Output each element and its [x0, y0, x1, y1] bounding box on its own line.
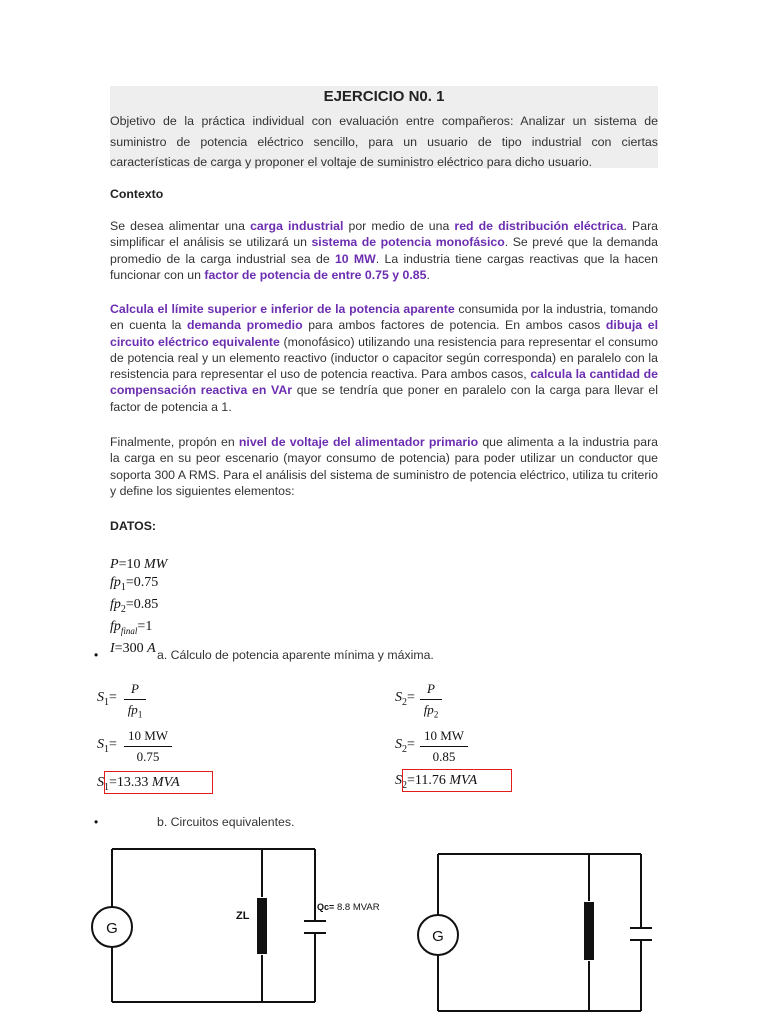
datos-line-fp1: $fp_1=0.75$ [110, 574, 159, 593]
exercise-title: EJERCICIO N0. 1 [323, 88, 445, 105]
datos-heading: DATOS: [110, 519, 156, 533]
datos-line-i: I=300 A [110, 641, 156, 657]
s2-symbol-2: $S_2=$ [395, 737, 415, 755]
context-heading: Contexto [110, 187, 164, 201]
section-a-label: a. Cálculo de potencia aparente mínima y máxima. [157, 648, 434, 662]
section-b-label: b. Circuitos equivalentes. [157, 815, 295, 829]
datos-list [110, 556, 167, 658]
s1-fraction-2: 10 MW 0.75 [124, 728, 172, 765]
bullet-a: • [94, 648, 99, 662]
context-paragraph-2: Calcula el límite superior e inferior de la potencia aparente consumida por la industria, tomando en cuenta la demanda promedio para ambos factores de potencia. En ambos casos dibuja el circuito eléctrico equivalente (monofásico) utilizando una resistencia para representar el consumo de potencia real y un elemento reactivo (inductor o capacitor según corresponda) en paralelo con la resistencia para representar el uso de potencia reactiva. Para ambos casos, calcula la cantidad de compensación reactiva en VAr que se tendría que poner en paralelo con la carga para llevar el factor de potencia a 1. [110, 302, 658, 414]
s2-result: $S_2=11.76$ MVA [395, 773, 478, 791]
generator-label: G [106, 920, 118, 937]
cap-value: 8.8 MVAR [337, 902, 380, 913]
datos-line-fpfinal: $fp_{final}=1$ [110, 619, 153, 636]
s2-fraction-2: 10 MW 0.85 [420, 728, 468, 765]
s1-fraction-1: P $fp_1$ [124, 681, 146, 720]
cap-label: Qc= [317, 902, 335, 912]
datos-line-p: P=10 MW [110, 557, 168, 572]
equivalent-circuit-1 [80, 840, 410, 1010]
datos-line-fp2: $fp_2=0.85$ [110, 596, 159, 615]
generator-2-label: G [432, 928, 444, 945]
s1-symbol-2: $S_1=$ [97, 737, 117, 755]
bullet-b: • [94, 815, 99, 829]
s1-symbol-1: $S_1=$ [97, 690, 117, 708]
load-impedance-icon [257, 898, 267, 954]
s1-result-highlight [104, 771, 213, 794]
context-paragraph-1: Se desea alimentar una carga industrial por medio de una red de distribución eléctrica. Para simplificar el análisis se utilizará un sistema de potencia monofásico. Se prevé que la demanda promedio de la carga industrial sea de 10 MW. La industria tiene cargas reactivas que la hacen funcionar con un factor de potencia de entre 0.75 y 0.85. [110, 219, 659, 282]
s2-result-highlight [402, 769, 512, 792]
equivalent-circuit-2 [405, 845, 665, 1015]
load2-impedance-icon [584, 902, 594, 960]
s2-symbol-1: $S_2=$ [395, 690, 415, 708]
s2-fraction-1: P $fp_2$ [420, 681, 442, 720]
objective-text: Objetivo de la práctica individual con evaluación entre compañeros: Analizar un sistema de suministro de potencia eléctrico sencillo, para un usuario de tipo industrial con ciertas características de carga y proponer el voltaje de suministro eléctrico para dicho usuario. [110, 114, 658, 169]
load-label: ZL [236, 910, 250, 922]
context-paragraph-3: Finalmente, propón en nivel de voltaje del alimentador primario que alimenta a la industria para la carga en su peor escenario (mayor consumo de potencia) para poder utilizar un conductor que soporta 300 A RMS. Para el análisis del sistema de suministro de potencia eléctrico, utiliza tu criterio y define los siguientes elementos: [110, 435, 658, 498]
s1-result: $S_1=13.33$ MVA [97, 775, 180, 793]
